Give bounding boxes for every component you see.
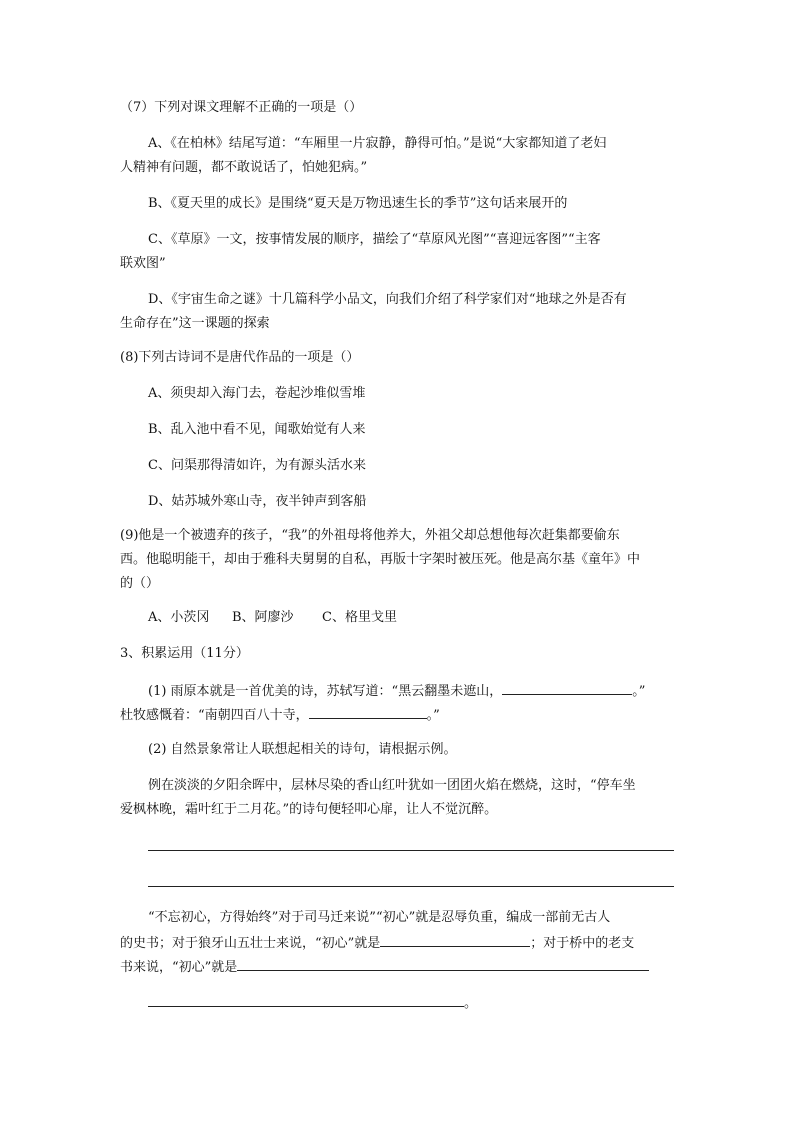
- fill3-blank2[interactable]: [237, 958, 649, 971]
- q8-option-b: B、乱入池中看不见，闻歌始觉有人来: [148, 422, 366, 437]
- fill2-example-line2: 爱枫林晚，霜叶红于二月花。”的诗句便轻叩心扉，让人不觉沉醉。: [120, 802, 498, 817]
- q7-option-d-line1: D、《宇宙生命之谜》十几篇科学小品文，向我们介绍了科学家们对“地球之外是否有: [148, 292, 627, 307]
- q7-stem: （7）下列对课文理解不正确的一项是（）: [120, 100, 363, 115]
- fill3-line4: [148, 994, 477, 1012]
- fill1-line1-suffix: 。”: [632, 684, 646, 699]
- q9-line2: 西。他聪明能干，却由于雅科夫舅舅的自私，再版十字架时被压死。他是高尔基《童年》中: [120, 552, 641, 567]
- fill1-line1: [148, 682, 645, 700]
- fill1-blank1[interactable]: [502, 682, 632, 695]
- fill1-line2-prefix: 杜牧感慨着：“南朝四百八十寺，: [120, 708, 309, 723]
- q9-line3: 的（）: [120, 576, 160, 591]
- fill1-blank2[interactable]: [309, 706, 427, 719]
- answer-line-1[interactable]: [148, 850, 674, 851]
- q7-option-a-line2: 人精神有问题，都不敢说话了，怕她犯病。”: [120, 160, 368, 175]
- answer-line-2[interactable]: [148, 886, 674, 887]
- fill3-line1: “不忘初心，方得始终”对于司马迁来说”“初心”就是忍辱负重，编成一部前无古人: [148, 910, 611, 925]
- fill3-line3: [120, 958, 649, 976]
- q8-stem: (8)下列古诗词不是唐代作品的一项是（）: [120, 350, 360, 365]
- q8-option-a: A、须臾却入海门去，卷起沙堆似雪堆: [148, 386, 366, 401]
- fill2-example-line1: 例在淡淡的夕阳余晖中，层林尽染的香山红叶犹如一团团火焰在燃烧，这时，“停车坐: [148, 778, 636, 793]
- q8-option-d: D、姑苏城外寒山寺，夜半钟声到客船: [148, 494, 367, 509]
- fill3-blank3[interactable]: [148, 994, 464, 1007]
- q9-option-c: C、格里戈里: [322, 610, 397, 625]
- fill3-line2-prefix: 的史书；对于狼牙山五壮士来说，“初心”就是: [120, 936, 381, 951]
- q7-option-b: B、《夏天里的成长》是围绕“夏天是万物迅速生长的季节”这句话来展开的: [148, 196, 568, 211]
- q7-option-a-line1: A、《在柏林》结尾写道：“车厢里一片寂静，静得可怕。”是说“大家都知道了老妇: [148, 136, 607, 151]
- q9-line1: (9)他是一个被遗弃的孩子，“我”的外祖母将他养大，外祖父却总想他每次赶集都要偷东: [120, 528, 620, 543]
- fill1-line2: [120, 706, 440, 724]
- fill3-line4-suffix: 。: [464, 996, 478, 1011]
- fill3-line2: [120, 934, 634, 952]
- fill3-blank1[interactable]: [380, 934, 530, 947]
- fill2-stem: (2) 自然景象常让人联想起相关的诗句，请根据示例。: [148, 742, 457, 757]
- q7-option-c-line2: 联欢图”: [120, 256, 166, 271]
- section3-title: 3、积累运用（11分）: [120, 646, 249, 661]
- fill3-line2-suffix: ；对于桥中的老支: [530, 936, 635, 951]
- q9-option-a: A、小茨冈: [148, 610, 210, 625]
- q7-option-c-line1: C、《草原》一文，按事情发展的顺序，描绘了“草原风光图”“喜迎远客图”“主客: [148, 232, 601, 247]
- q9-option-b: B、阿廖沙: [232, 610, 294, 625]
- fill1-line2-suffix: 。”: [426, 708, 440, 723]
- fill3-line3-prefix: 书来说，“初心”就是: [120, 960, 238, 975]
- q8-option-c: C、问渠那得清如许，为有源头活水来: [148, 458, 366, 473]
- fill1-line1-prefix: (1) 雨原本就是一首优美的诗，苏轼写道：“黑云翻墨未遮山，: [148, 684, 503, 699]
- q7-option-d-line2: 生命存在”这一课题的探索: [120, 316, 270, 331]
